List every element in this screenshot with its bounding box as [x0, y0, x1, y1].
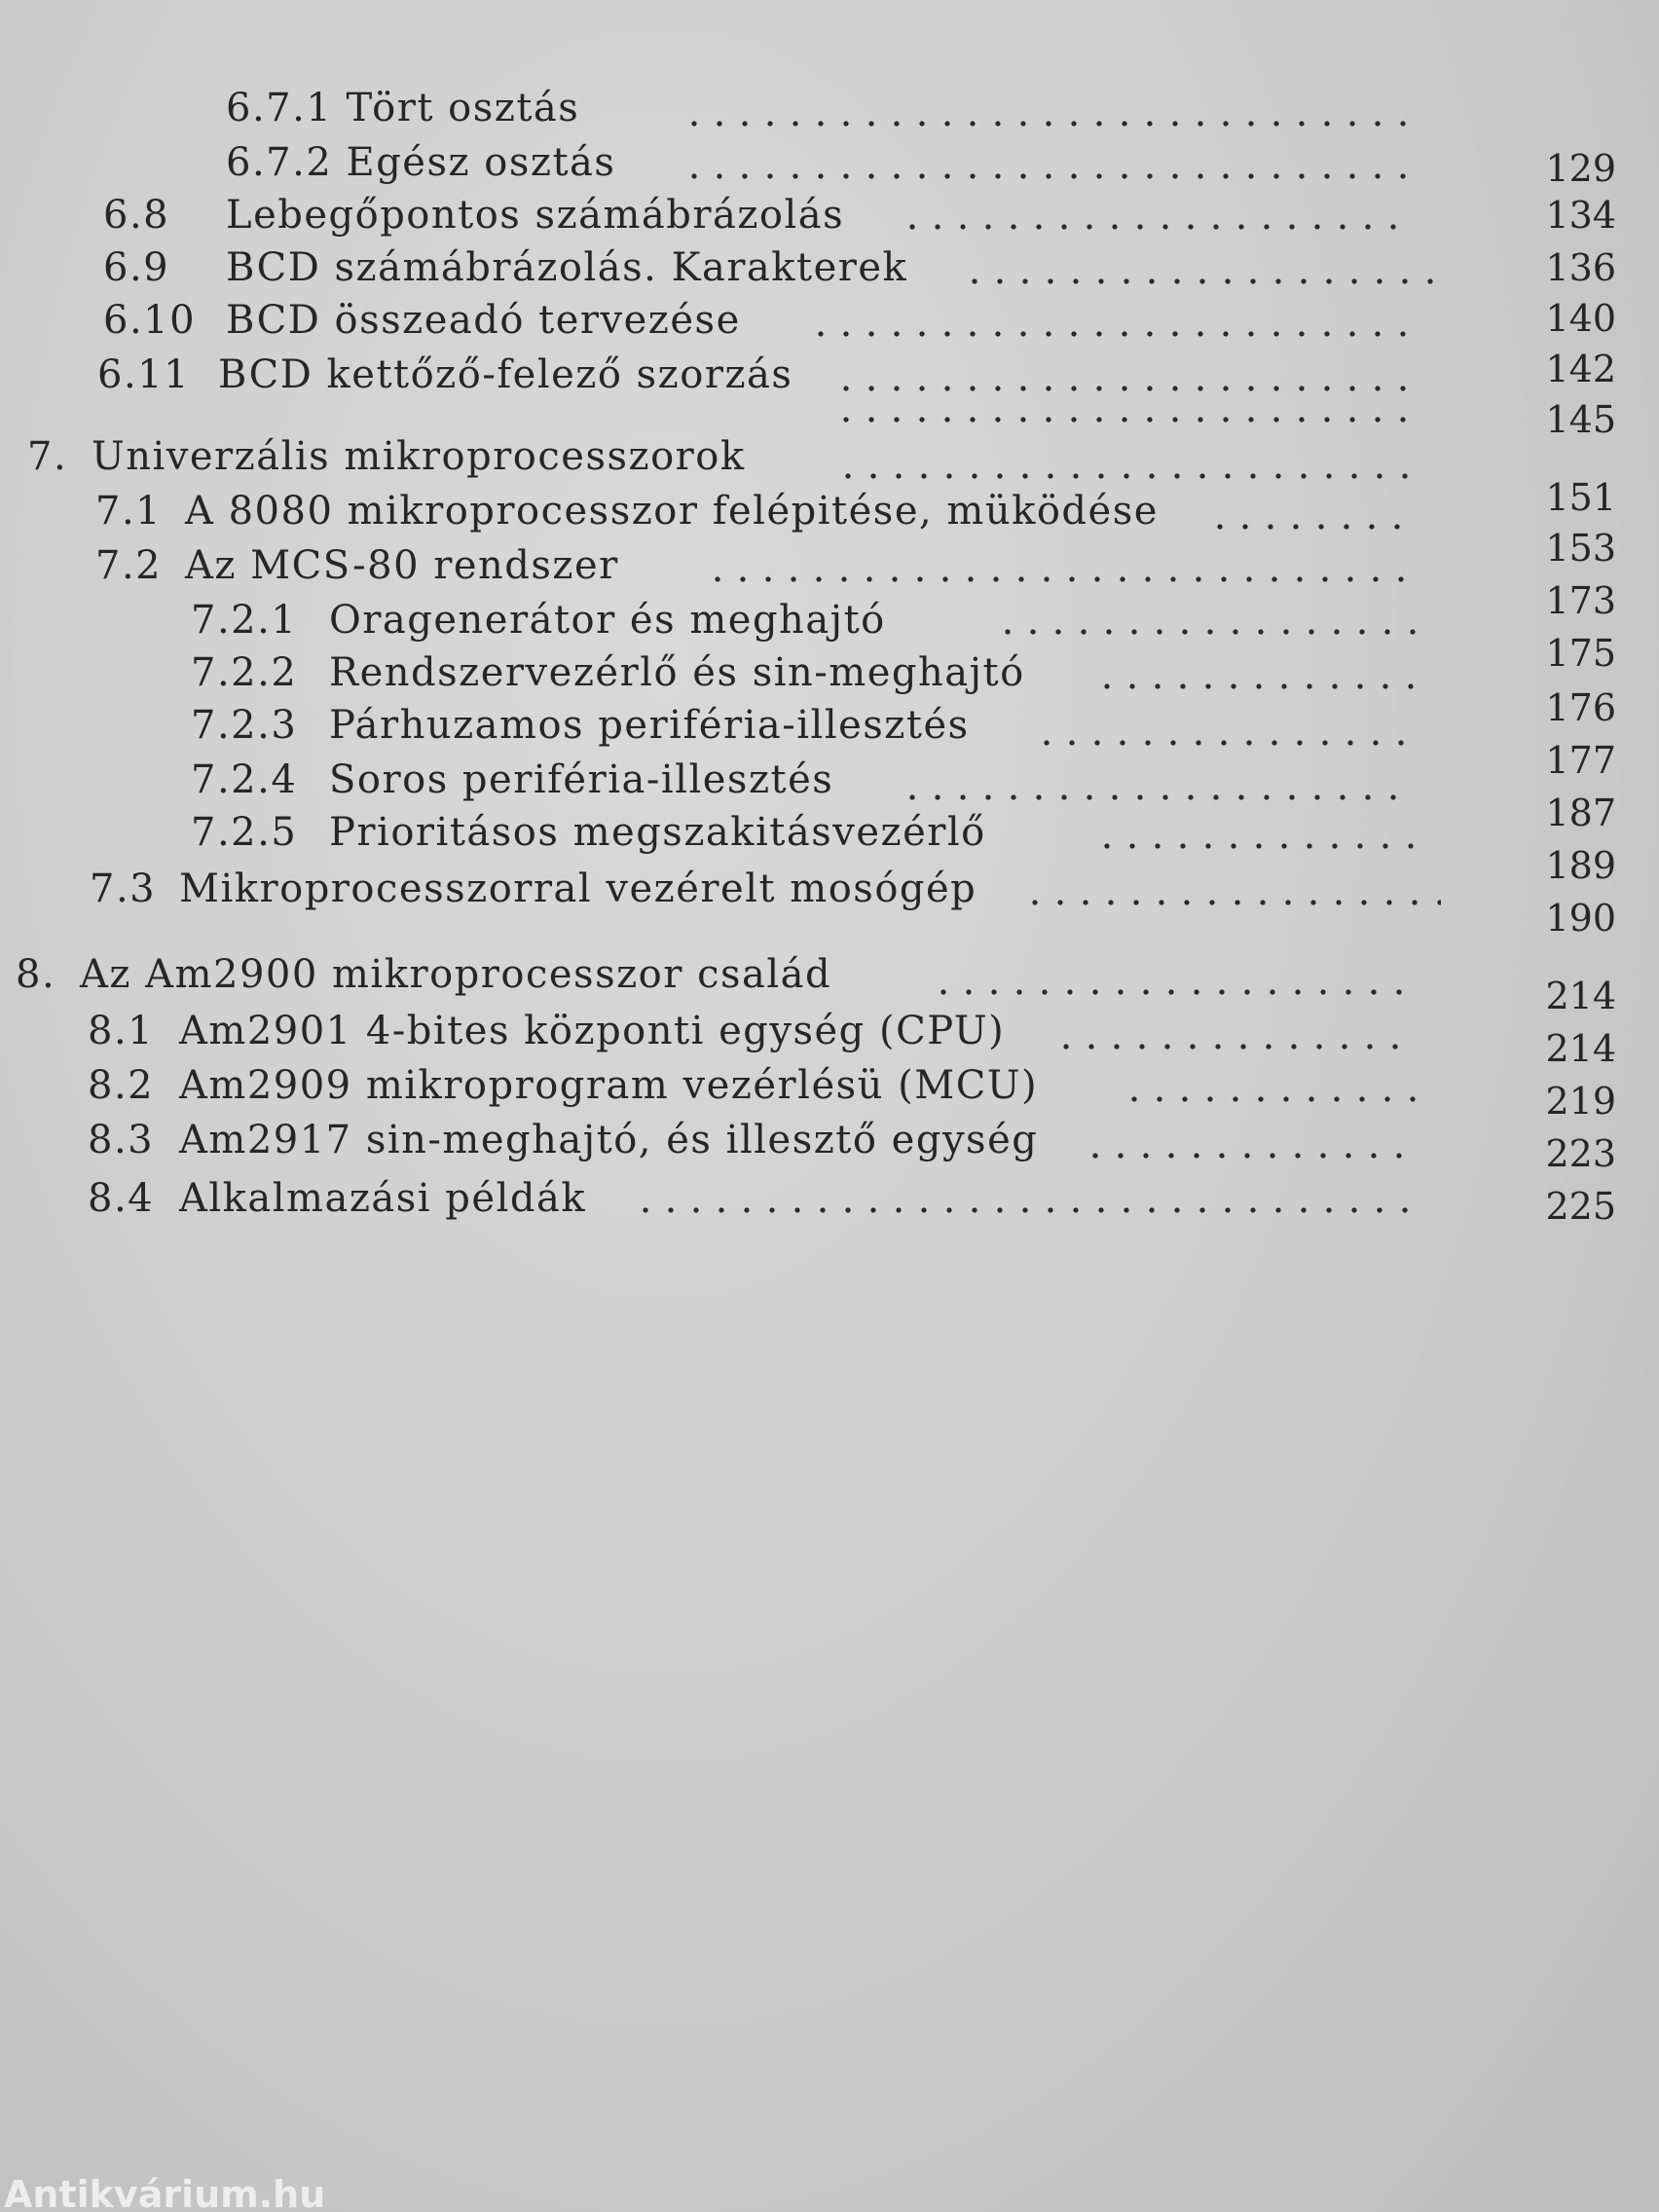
toc-page-number: 225 [1545, 1185, 1616, 1228]
toc-entry-title: Mikroprocesszorral vezérelt mosógép [179, 866, 977, 911]
toc-page-number: 173 [1545, 579, 1616, 622]
toc-entry-number: 6.7.1 [226, 86, 333, 130]
toc-page-number: 153 [1545, 527, 1616, 570]
toc-leader-dots [833, 386, 1416, 391]
toc-page-number: 129 [1545, 147, 1616, 190]
toc-entry [103, 243, 907, 292]
toc-page-number: 189 [1545, 844, 1616, 887]
toc-leader-dots [682, 121, 1416, 127]
toc-leader-dots [1207, 524, 1416, 530]
toc-entry-number: 7.1 [95, 489, 163, 534]
toc-entry-title: Soros periféria-illesztés [329, 757, 834, 802]
toc-entry-number: 7.2 [95, 543, 163, 588]
toc-page-number: 176 [1545, 686, 1616, 729]
toc-page-number: 140 [1545, 297, 1616, 340]
toc-entry [97, 350, 793, 399]
toc-leader-dots [900, 224, 1416, 230]
toc-entry-title: A 8080 mikroprocesszor felépitése, müködése [185, 489, 1159, 534]
toc-entry [88, 1061, 1038, 1110]
toc-entry-number: 7.2.5 [191, 810, 298, 855]
toc-leader-dots [931, 989, 1416, 995]
watermark: Antikvárium.hu [4, 2177, 326, 2212]
toc-entry [88, 1116, 1038, 1164]
toc-entry-number: 8.1 [88, 1009, 155, 1053]
toc-entry [191, 756, 833, 804]
toc-page-number: 214 [1545, 975, 1616, 1017]
toc-leader-dots [1094, 683, 1416, 689]
toc-entry [103, 191, 844, 240]
toc-entry-title: Prioritásos megszakitásvezérlő [329, 810, 986, 855]
toc-entry-number: 6.9 [103, 245, 170, 290]
toc-entry-title: BCD kettőző-felező szorzás [218, 352, 793, 397]
toc-page-number: 214 [1545, 1027, 1616, 1070]
toc-leader-dots [995, 629, 1416, 635]
toc-entry-number: 6.7.2 [226, 140, 333, 185]
toc-page-number: 136 [1545, 246, 1616, 289]
toc-page-number: 175 [1545, 632, 1616, 675]
toc-entry [191, 596, 886, 645]
toc-leader-dots [1022, 900, 1441, 905]
toc-page-number: 151 [1545, 476, 1616, 519]
toc-entry-title: Lebegőpontos számábrázolás [226, 193, 845, 238]
toc-entry-title: Egész osztás [346, 140, 616, 185]
toc-entry [88, 1007, 1005, 1055]
toc-entry-number: 6.10 [103, 298, 197, 343]
toc-entry [226, 138, 615, 187]
toc-entry-number: 6.8 [103, 193, 170, 238]
toc-page-number: 145 [1545, 398, 1616, 441]
toc-leader-dots [833, 417, 1416, 423]
toc-entry-number: 8.3 [88, 1118, 155, 1162]
toc-entry-number: 7.2.4 [191, 757, 298, 802]
toc-entry-title: Am2901 4-bites központi egység (CPU) [179, 1009, 1006, 1053]
toc-entry-number: 7. [27, 434, 68, 479]
toc-entry-title: BCD összeadó tervezése [226, 298, 741, 343]
toc-entry [226, 84, 579, 132]
toc-entry [191, 701, 970, 750]
toc-entry-title: Az Am2900 mikroprocesszor család [80, 952, 832, 997]
toc-entry-number: 8.4 [88, 1176, 155, 1221]
toc-entry [191, 648, 1025, 697]
toc-chapter [16, 950, 831, 999]
toc-leader-dots [1094, 843, 1416, 849]
toc-entry-title: Oragenerátor és meghajtó [329, 598, 886, 643]
toc-page-number: 177 [1545, 739, 1616, 782]
toc-entry [88, 1174, 586, 1223]
toc-entry-number: 7.2.1 [191, 598, 298, 643]
toc-leader-dots [808, 331, 1416, 337]
toc-entry-title: Am2917 sin-meghajtó, és illesztő egység [179, 1118, 1039, 1162]
toc-entry-number: 8.2 [88, 1063, 155, 1108]
toc-entry-title: Az MCS-80 rendszer [185, 543, 619, 588]
toc-entry-title: Párhuzamos periféria-illesztés [329, 703, 970, 748]
toc-entry-title: BCD számábrázolás. Karakterek [226, 245, 908, 290]
toc-entry-number: 7.2.3 [191, 703, 298, 748]
toc-entry [90, 865, 977, 913]
toc-page-number: 219 [1545, 1080, 1616, 1123]
toc-entry-title: Rendszervezérlő és sin-meghajtó [329, 650, 1025, 695]
toc-leader-dots [962, 278, 1439, 284]
toc-entry-title: Univerzális mikroprocesszorok [92, 434, 746, 479]
toc-page-number: 187 [1545, 792, 1616, 834]
toc-leader-dots [682, 173, 1416, 179]
toc-entry-title: Am2909 mikroprogram vezérlésü (MCU) [179, 1063, 1039, 1108]
toc-leader-dots [705, 576, 1416, 582]
toc-entry-title: Tört osztás [346, 86, 580, 130]
toc-entry-number: 6.11 [97, 352, 191, 397]
toc-leader-dots [1083, 1153, 1416, 1159]
toc-entry-title: Alkalmazási példák [179, 1176, 587, 1221]
toc-leader-dots [900, 794, 1416, 800]
toc-entry [95, 487, 1159, 535]
toc-leader-dots [1122, 1096, 1416, 1102]
toc-page-number: 223 [1545, 1132, 1616, 1175]
toc-chapter [27, 432, 746, 481]
toc-leader-dots [633, 1207, 1416, 1213]
toc-entry-number: 7.3 [90, 866, 157, 911]
toc-leader-dots [1034, 740, 1416, 746]
toc-entry [103, 296, 741, 345]
toc-leader-dots [835, 473, 1416, 479]
toc-leader-dots [1053, 1044, 1416, 1050]
toc-page-number: 142 [1545, 348, 1616, 390]
toc-entry [95, 541, 619, 590]
toc-entry-number: 8. [16, 952, 56, 997]
toc-page-number: 134 [1545, 194, 1616, 237]
toc-entry [191, 808, 986, 857]
toc-entry-number: 7.2.2 [191, 650, 298, 695]
toc-page-number: 190 [1545, 897, 1616, 940]
